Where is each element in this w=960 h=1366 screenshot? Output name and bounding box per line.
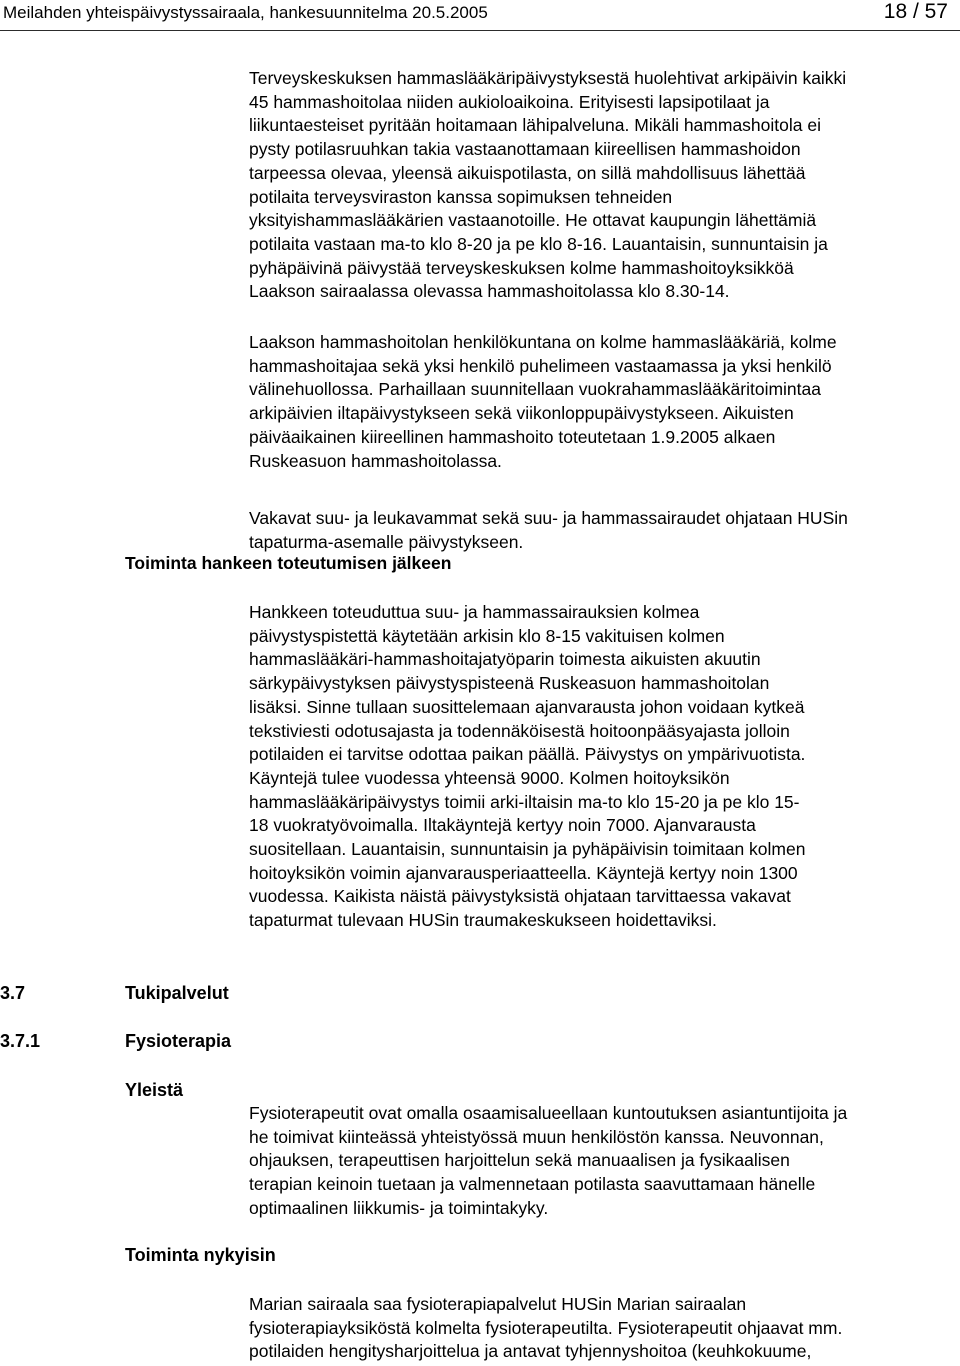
text-line: Laakson hammashoitolan henkilökuntana on kolme hammaslääkäriä, kolme	[249, 332, 837, 352]
text-line: tapaturma-asemalle päivystykseen.	[249, 531, 524, 552]
text-line: Ruskeasuon hammashoitolassa.	[249, 450, 502, 471]
text-line: välinehuollossa. Parhaillaan suunnitellaan vuokrahammaslääkäritoimintaa	[249, 379, 821, 400]
text-line: fysioterapiayksiköstä kolmelta fysioterapeutilta. Fysioterapeutit ohjaavat mm.	[249, 1317, 843, 1338]
section-title: Fysioterapia	[125, 1031, 232, 1051]
heading-yleista: Yleistä	[125, 1080, 184, 1100]
text-line: optimaalinen liikkumis- ja toimintakyky.	[249, 1197, 549, 1218]
paragraph-dental-emergency	[249, 67, 960, 304]
text-line: Marian sairaala saa fysioterapiapalvelut HUSin Marian sairaalan	[249, 1294, 747, 1314]
paragraph-severe-injuries	[249, 507, 960, 554]
text-line: hoitoyksikön voimin ajanvarausperiaatteella. Käyntejä kertyy noin 1300	[249, 862, 798, 883]
text-line: potilaita vastaan ma-to klo 8-20 ja pe klo 8-16. Lauantaisin, sunnuntaisin ja	[249, 233, 828, 254]
heading-toiminta-nykyisin: Toiminta nykyisin	[125, 1245, 276, 1265]
text-line: potilaiden ei tarvitse odottaa paikan päällä. Päivystys on ympärivuotista.	[249, 744, 806, 765]
text-line: liikuntaesteiset pyritään hoitamaan lähipalveluna. Mikäli hammashoitola ei	[249, 115, 821, 136]
text-line: yksityishammaslääkärien vastaanotoille. He ottavat kaupungin lähettämiä	[249, 210, 817, 231]
heading-3-7	[0, 983, 400, 1007]
section-title: Tukipalvelut	[125, 983, 229, 1003]
text-line: suositellaan. Lauantaisin, sunnuntaisin ja pyhäpäivisin toimitaan kolmen	[249, 839, 806, 860]
page-number: 18 / 57	[883, 0, 948, 23]
text-line: Käyntejä tulee vuodessa yhteensä 9000. Kolmen hoitoyksikön	[249, 767, 730, 788]
text-line: pyhäpäivinä päivystää terveyskeskuksen kolme hammashoitoyksikköä	[249, 257, 794, 278]
text-line: hammaslääkäri-hammashoitajatyöparin toimesta aikuisten akuutin	[249, 649, 761, 670]
heading-3-7-1	[0, 1031, 400, 1055]
text-line: lisäksi. Sinne tullaan suosittelemaan ajanvarausta johon voidaan kytkeä	[249, 696, 805, 717]
paragraph-laakso-staff	[249, 331, 960, 473]
text-line: päivystyspistettä käytetään arkisin klo 8-15 vakituisen kolmen	[249, 625, 725, 646]
text-line: päiväaikainen kiireellinen hammashoito toteutetaan 1.9.2005 alkaen	[249, 426, 776, 447]
paragraph-physio-general	[249, 1102, 960, 1221]
text-line: Terveyskeskuksen hammaslääkäripäivystyksestä huolehtivat arkipäivin kaikki	[249, 68, 847, 88]
text-line: Vakavat suu- ja leukavammat sekä suu- ja hammassairaudet ohjataan HUSin	[249, 508, 848, 528]
text-line: 45 hammashoitolaa niiden aukioloaikoina. Erityisesti lapsipotilaat ja	[249, 91, 770, 112]
text-line: tarpeessa olevaa, yleensä aikuispotilasta, on sillä mahdollisuus lähettää	[249, 162, 806, 183]
text-line: he toimivat kiinteässä yhteistyössä muun henkilöstön kanssa. Neuvonnan,	[249, 1126, 824, 1147]
text-line: hammashoitajaa sekä yksi henkilö puhelimeen vastaamassa ja yksi henkilö	[249, 355, 832, 376]
section-number: 3.7.1	[0, 1031, 41, 1051]
text-line: potilaiden hengitysharjoittelua ja antavat tyhjennyshoitoa (keuhkokuume,	[249, 1341, 812, 1362]
text-line: tekstiviesti odotusajasta ja todennäköisestä hoitoonpääsyajasta jolloin	[249, 720, 790, 741]
text-line: Fysioterapeutit ovat omalla osaamisalueellaan kuntoutuksen asiantuntijoita ja	[249, 1103, 848, 1123]
text-line: ohjauksen, terapeuttisen harjoittelun sekä manuaalisen ja fysikaalisen	[249, 1150, 790, 1171]
text-line: vuodessa. Kaikista näistä päivystyksistä ohjataan tarvittaessa vakavat	[249, 886, 791, 907]
paragraph-after-project	[249, 601, 960, 933]
heading-toiminta-jalkeen: Toiminta hankeen toteutumisen jälkeen	[125, 553, 452, 573]
text-line: arkipäivien iltapäivystykseen sekä viikonloppupäivystykseen. Aikuisten	[249, 403, 794, 424]
paragraph-marian-physio	[249, 1293, 960, 1364]
text-line: Laakson sairaalassa olevassa hammashoitolassa klo 8.30-14.	[249, 281, 730, 302]
page-header	[0, 0, 960, 31]
text-line: pysty potilasruuhkan takia vastaanottamaan kiireellisen hammashoidon	[249, 139, 801, 160]
section-number: 3.7	[0, 983, 26, 1003]
text-line: potilaita terveysviraston kanssa sopimuksen tehneiden	[249, 186, 673, 207]
text-line: särkypäivystyksen päivystyspisteenä Ruskeasuon hammashoitolan	[249, 673, 770, 694]
text-line: 18 vuokratyövoimalla. Iltakäyntejä kertyy noin 7000. Ajanvarausta	[249, 815, 756, 836]
text-line: tapaturmat tulevaan HUSin traumakeskukseen hoidettaviksi.	[249, 910, 717, 931]
text-line: terapian keinoin tuetaan ja valmennetaan potilasta saavuttamaan hänelle	[249, 1174, 816, 1195]
document-title: Meilahden yhteispäivystyssairaala, hankesuunnitelma 20.5.2005	[3, 3, 488, 22]
text-line: Hankkeen toteuduttua suu- ja hammassairauksien kolmea	[249, 602, 700, 622]
text-line: hammaslääkäripäivystys toimii arki-iltaisin ma-to klo 15-20 ja pe klo 15-	[249, 791, 800, 812]
